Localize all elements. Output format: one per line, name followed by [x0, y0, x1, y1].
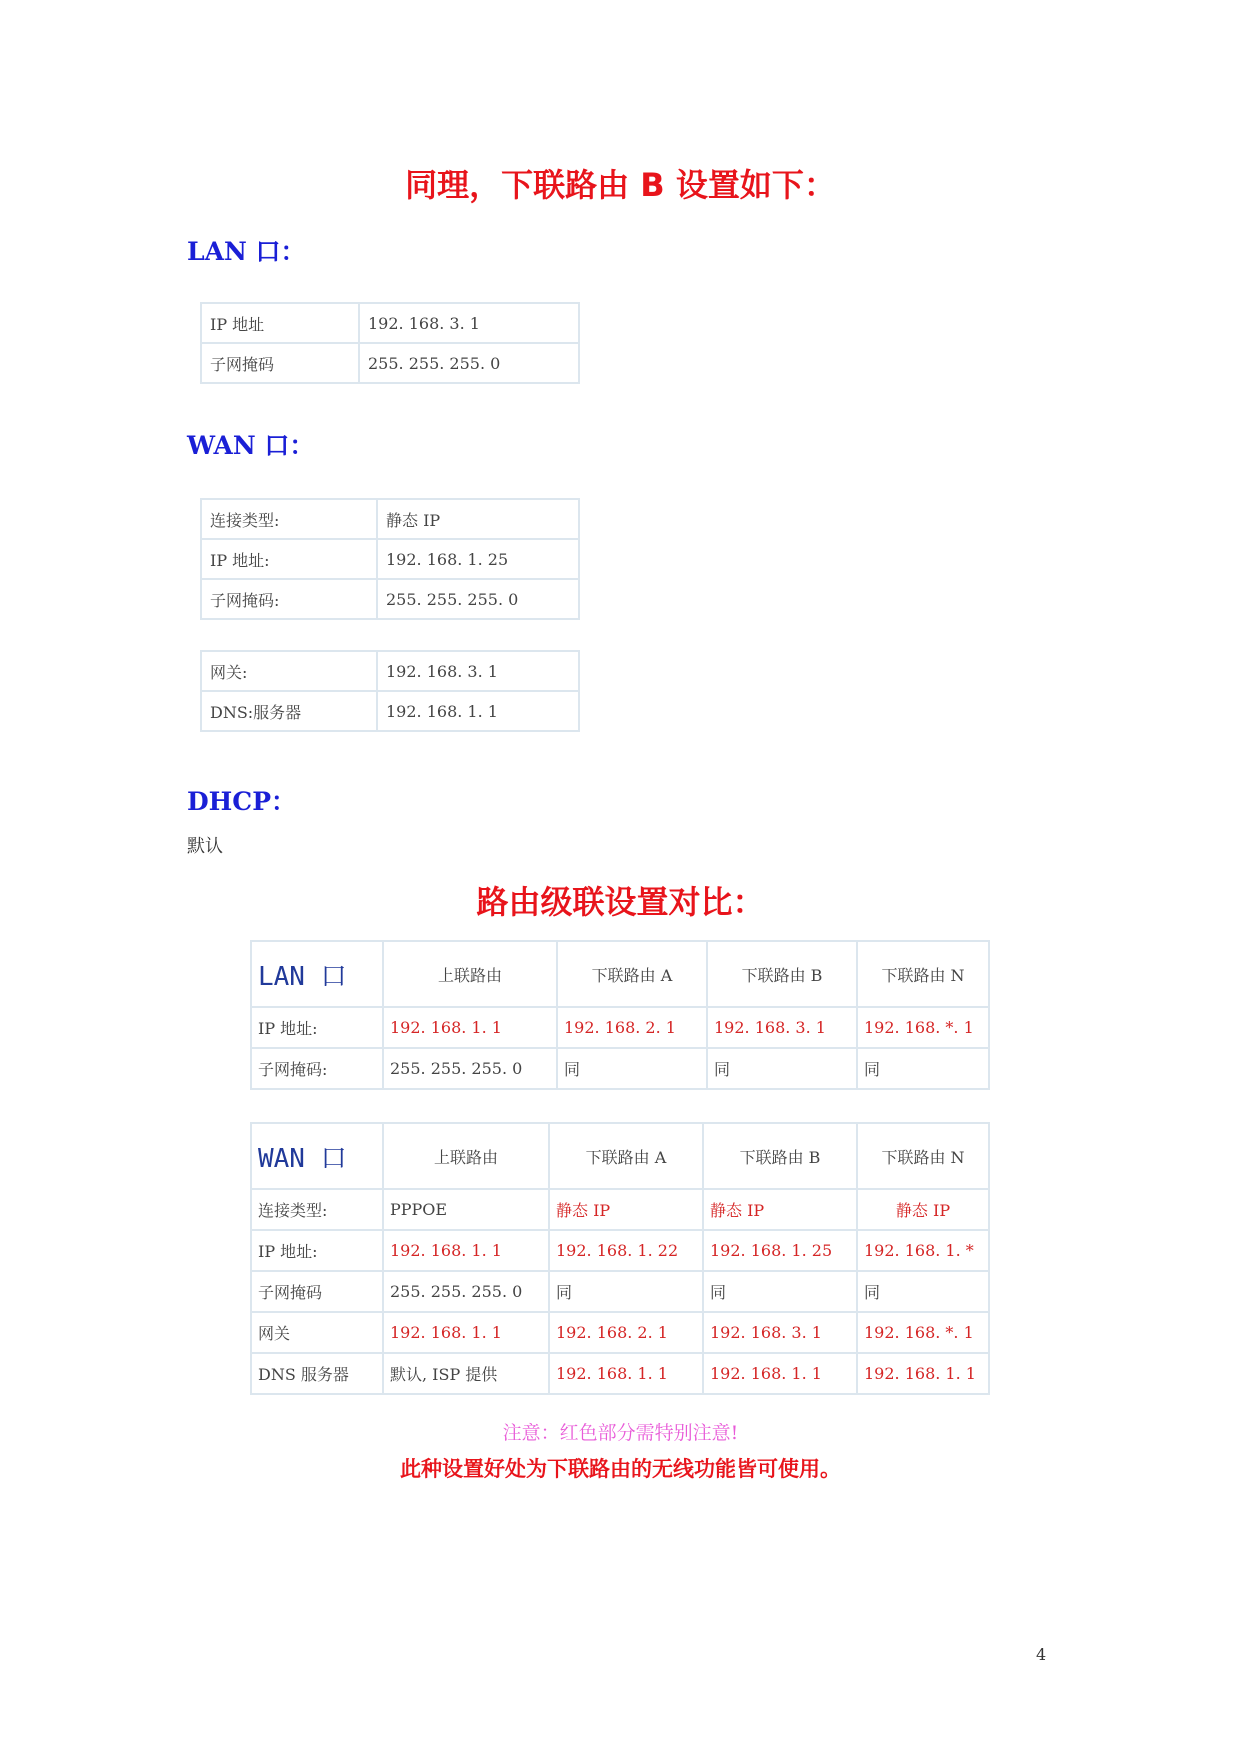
column-header: 下联路由 B	[703, 1123, 857, 1189]
table-row	[251, 1353, 989, 1394]
table-cell: 192. 168. 1. 1	[383, 1230, 549, 1271]
column-header: 下联路由 A	[549, 1123, 703, 1189]
table-corner-label: LAN 口	[251, 941, 383, 1007]
row-label: DNS:服务器	[201, 691, 377, 731]
row-label: 连接类型:	[201, 499, 377, 539]
row-label: 子网掩码:	[201, 579, 377, 619]
table-cell: 192. 168. 3. 1	[707, 1007, 857, 1048]
table-row	[251, 1048, 989, 1089]
row-value: 255. 255. 255. 0	[359, 343, 579, 383]
row-label: IP 地址:	[201, 539, 377, 579]
table-header-row	[251, 941, 989, 1007]
row-value: 192. 168. 3. 1	[377, 651, 579, 691]
row-label: IP 地址:	[251, 1007, 383, 1048]
table-corner-label: WAN 口	[251, 1123, 383, 1189]
table-cell: 192. 168. 1. 1	[857, 1353, 989, 1394]
row-label: IP 地址	[201, 303, 359, 343]
table-cell: 同	[857, 1271, 989, 1312]
table-cell: 192. 168. 1. 1	[383, 1312, 549, 1353]
table-cell: 192. 168. *. 1	[857, 1007, 989, 1048]
row-value: 255. 255. 255. 0	[377, 579, 579, 619]
row-label: 网关	[251, 1312, 383, 1353]
column-header: 下联路由 N	[857, 1123, 989, 1189]
table-cell: 同	[557, 1048, 707, 1089]
column-header: 下联路由 B	[707, 941, 857, 1007]
wan-compare-table	[250, 1122, 990, 1395]
table-cell: PPPOE	[383, 1189, 549, 1230]
table-cell: 192. 168. 1. 1	[703, 1353, 857, 1394]
row-label: 子网掩码	[201, 343, 359, 383]
table-row	[201, 343, 579, 383]
dhcp-value: 默认	[187, 836, 223, 857]
row-value: 192. 168. 3. 1	[359, 303, 579, 343]
table-row	[251, 1271, 989, 1312]
lan-settings-table	[200, 302, 580, 384]
page-heading: 同理，下联路由 B 设置如下：	[405, 166, 836, 204]
table-row	[251, 1230, 989, 1271]
row-label: 子网掩码:	[251, 1048, 383, 1089]
table-cell: 192. 168. *. 1	[857, 1312, 989, 1353]
column-header: 下联路由 N	[857, 941, 989, 1007]
table-cell: 同	[707, 1048, 857, 1089]
row-label: 网关:	[201, 651, 377, 691]
table-cell: 192. 168. 1. 25	[703, 1230, 857, 1271]
dhcp-section-title: DHCP：	[187, 787, 296, 816]
table-cell: 192. 168. 2. 1	[549, 1312, 703, 1353]
table-row	[201, 579, 579, 619]
row-value: 192. 168. 1. 1	[377, 691, 579, 731]
lan-section-title: LAN 口：	[187, 237, 306, 266]
table-row	[201, 303, 579, 343]
table-cell: 192. 168. 1. 22	[549, 1230, 703, 1271]
wan-section-title: WAN 口：	[187, 431, 315, 460]
row-value: 192. 168. 1. 25	[377, 539, 579, 579]
table-cell: 同	[857, 1048, 989, 1089]
table-cell: 192. 168. 1. 1	[383, 1007, 557, 1048]
table-cell: 静态 IP	[703, 1189, 857, 1230]
table-row	[251, 1312, 989, 1353]
table-row	[251, 1007, 989, 1048]
page-number: 4	[1036, 1645, 1047, 1664]
column-header: 上联路由	[383, 1123, 549, 1189]
table-row	[201, 539, 579, 579]
table-row	[251, 1189, 989, 1230]
note-text: 注意：红色部分需特别注意!	[502, 1422, 739, 1444]
row-label: 连接类型:	[251, 1189, 383, 1230]
table-cell: 同	[703, 1271, 857, 1312]
conclusion-text: 此种设置好处为下联路由的无线功能皆可使用。	[400, 1457, 841, 1481]
table-cell: 192. 168. 2. 1	[557, 1007, 707, 1048]
column-header: 下联路由 A	[557, 941, 707, 1007]
table-cell: 静态 IP	[857, 1189, 989, 1230]
compare-heading: 路由级联设置对比：	[476, 883, 765, 921]
column-header: 上联路由	[383, 941, 557, 1007]
row-label: DNS 服务器	[251, 1353, 383, 1394]
table-row	[201, 651, 579, 691]
table-cell: 192. 168. 1. 1	[549, 1353, 703, 1394]
table-cell: 192. 168. 1. *	[857, 1230, 989, 1271]
row-value: 静态 IP	[377, 499, 579, 539]
table-cell: 255. 255. 255. 0	[383, 1048, 557, 1089]
table-cell: 同	[549, 1271, 703, 1312]
table-cell: 255. 255. 255. 0	[383, 1271, 549, 1312]
table-header-row	[251, 1123, 989, 1189]
table-cell: 192. 168. 3. 1	[703, 1312, 857, 1353]
wan-settings-table-a	[200, 498, 580, 620]
table-cell: 静态 IP	[549, 1189, 703, 1230]
row-label: IP 地址:	[251, 1230, 383, 1271]
lan-compare-table	[250, 940, 990, 1090]
table-row	[201, 499, 579, 539]
wan-settings-table-b	[200, 650, 580, 732]
table-cell: 默认, ISP 提供	[383, 1353, 549, 1394]
table-row	[201, 691, 579, 731]
row-label: 子网掩码	[251, 1271, 383, 1312]
